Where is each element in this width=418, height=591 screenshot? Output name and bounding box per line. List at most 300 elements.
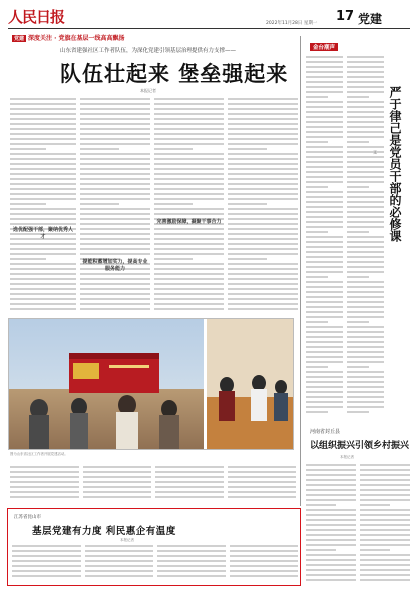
- text-line: [228, 278, 298, 280]
- text-line: [306, 286, 343, 288]
- text-line: [360, 504, 390, 506]
- feature-body: [12, 545, 298, 583]
- text-line: [347, 211, 384, 213]
- text-line: [347, 91, 384, 93]
- text-line: [10, 193, 76, 195]
- text-line: [10, 168, 76, 170]
- text-line: [12, 560, 81, 562]
- text-line: [306, 386, 343, 388]
- text-line: [157, 570, 226, 572]
- section-tag-box: 党建: [14, 36, 25, 42]
- text-line: [360, 479, 410, 481]
- text-line: [228, 268, 298, 270]
- text-line: [80, 103, 150, 105]
- text-line: [83, 496, 152, 498]
- body-column-3: [154, 98, 224, 313]
- text-line: [306, 509, 356, 511]
- text-line: [347, 141, 369, 143]
- text-line: [347, 56, 384, 58]
- text-line: [154, 128, 224, 130]
- feature-kicker: 江苏省昆山市: [14, 515, 41, 520]
- text-line: [154, 268, 224, 270]
- main-photo: [8, 318, 294, 450]
- text-line: [347, 341, 384, 343]
- text-line: [230, 545, 299, 547]
- text-line: [154, 303, 224, 305]
- text-line: [306, 156, 343, 158]
- text-line: [347, 356, 384, 358]
- text-line: [154, 248, 224, 250]
- text-line: [306, 346, 343, 348]
- text-line: [85, 555, 154, 557]
- text-line: [228, 486, 297, 488]
- text-line: [10, 173, 76, 175]
- text-line: [306, 474, 356, 476]
- text-line: [360, 474, 410, 476]
- text-line: [154, 213, 224, 215]
- text-line: [347, 176, 384, 178]
- text-line: [228, 133, 298, 135]
- text-line: [306, 246, 343, 248]
- text-line: [85, 550, 154, 552]
- text-line: [80, 158, 150, 160]
- text-line: [10, 138, 76, 140]
- text-line: [154, 243, 224, 245]
- text-line: [10, 298, 76, 300]
- page-section: 党建: [358, 12, 383, 26]
- text-line: [10, 213, 76, 215]
- text-line: [306, 191, 343, 193]
- text-line: [80, 113, 150, 115]
- text-line: [80, 148, 119, 150]
- text-line: [347, 241, 384, 243]
- text-line: [10, 491, 79, 493]
- text-line: [347, 86, 384, 88]
- text-line: [360, 574, 410, 576]
- text-line: [10, 283, 76, 285]
- text-line: [306, 151, 343, 153]
- text-line: [154, 273, 224, 275]
- text-line: [228, 143, 298, 145]
- text-line: [306, 251, 343, 253]
- text-line: [10, 293, 76, 295]
- text-line: [80, 223, 150, 225]
- text-line: [10, 258, 46, 260]
- text-line: [10, 243, 76, 245]
- text-line: [10, 486, 79, 488]
- text-line: [347, 201, 384, 203]
- text-line: [228, 178, 298, 180]
- text-line: [85, 570, 154, 572]
- text-line: [347, 256, 384, 258]
- text-line: [306, 116, 343, 118]
- text-line: [154, 238, 224, 240]
- text-line: [10, 178, 76, 180]
- text-line: [306, 361, 343, 363]
- text-line: [154, 283, 224, 285]
- opinion-title: 严于律己是党员干部的必修课: [388, 86, 402, 242]
- text-line: [360, 489, 410, 491]
- text-line: [10, 198, 76, 200]
- text-line: [347, 346, 384, 348]
- text-line: [228, 153, 298, 155]
- text-line: [360, 549, 390, 551]
- text-line: [347, 276, 369, 278]
- text-line: [80, 233, 150, 235]
- text-line: [154, 143, 224, 145]
- text-line: [306, 211, 343, 213]
- text-line: [10, 273, 76, 275]
- body-column-2: [80, 98, 150, 313]
- main-byline: 本报记者: [140, 88, 156, 93]
- text-line: [306, 206, 343, 208]
- text-line: [228, 128, 298, 130]
- text-line: [80, 208, 150, 210]
- text-line: [228, 208, 298, 210]
- text-line: [80, 203, 119, 205]
- text-line: [347, 161, 384, 163]
- text-line: [306, 376, 343, 378]
- text-line: [80, 183, 150, 185]
- text-line: [230, 555, 299, 557]
- text-line: [306, 464, 356, 466]
- opinion-author: 文: [373, 150, 378, 154]
- text-line: [347, 411, 369, 413]
- page-number: 17: [336, 9, 355, 24]
- text-line: [10, 208, 76, 210]
- text-line: [154, 263, 224, 265]
- text-line: [228, 213, 298, 215]
- text-line: [10, 148, 46, 150]
- text-line: [347, 351, 384, 353]
- text-line: [306, 61, 343, 63]
- text-line: [306, 494, 356, 496]
- text-line: [360, 514, 410, 516]
- text-line: [80, 283, 150, 285]
- text-line: [347, 121, 384, 123]
- text-line: [347, 321, 369, 323]
- text-line: [306, 336, 343, 338]
- text-line: [230, 570, 299, 572]
- text-line: [228, 496, 297, 498]
- newspaper-logo: 人民日报: [8, 8, 65, 26]
- column-divider: [300, 36, 301, 506]
- text-line: [347, 136, 384, 138]
- text-line: [85, 575, 154, 577]
- text-line: [85, 545, 154, 547]
- text-line: [10, 128, 76, 130]
- text-line: [306, 131, 343, 133]
- text-line: [10, 133, 76, 135]
- text-line: [80, 168, 150, 170]
- text-line: [347, 386, 384, 388]
- text-line: [10, 471, 79, 473]
- text-line: [306, 146, 343, 148]
- text-line: [360, 464, 410, 466]
- text-line: [306, 529, 356, 531]
- text-line: [347, 406, 384, 408]
- text-line: [154, 118, 224, 120]
- text-line: [347, 231, 369, 233]
- text-line: [80, 108, 150, 110]
- subhead-2: 提能积蓄增加实力，提高专业服务能力: [82, 259, 148, 272]
- feature-byline: 本报记者: [120, 538, 134, 542]
- text-line: [360, 539, 410, 541]
- text-line: [154, 133, 224, 135]
- text-line: [228, 198, 298, 200]
- text-line: [306, 559, 356, 561]
- text-line: [347, 391, 384, 393]
- text-line: [306, 121, 343, 123]
- subhead-3: 完善激励保障，凝聚干事合力: [156, 219, 222, 225]
- text-line: [347, 196, 384, 198]
- text-line: [154, 183, 224, 185]
- text-line: [306, 371, 343, 373]
- text-line: [306, 91, 343, 93]
- text-line: [306, 519, 356, 521]
- text-line: [10, 183, 76, 185]
- text-line: [360, 499, 410, 501]
- text-line: [154, 158, 224, 160]
- text-line: [80, 308, 150, 310]
- text-line: [347, 306, 384, 308]
- text-line: [10, 218, 76, 220]
- text-line: [228, 158, 298, 160]
- text-line: [306, 176, 343, 178]
- text-line: [228, 103, 298, 105]
- text-line: [80, 213, 150, 215]
- text-line: [228, 283, 298, 285]
- text-line: [306, 266, 343, 268]
- text-line: [154, 253, 224, 255]
- text-line: [228, 476, 297, 478]
- text-line: [80, 118, 150, 120]
- main-headline: 队伍壮起来 堡垒强起来: [60, 62, 289, 86]
- text-line: [347, 216, 384, 218]
- text-line: [306, 236, 343, 238]
- text-line: [347, 261, 384, 263]
- text-line: [83, 481, 152, 483]
- text-line: [347, 116, 384, 118]
- text-line: [80, 98, 150, 100]
- text-line: [360, 564, 410, 566]
- text-line: [360, 554, 410, 556]
- text-line: [306, 291, 343, 293]
- text-line: [306, 351, 343, 353]
- text-line: [306, 136, 343, 138]
- text-line: [347, 376, 384, 378]
- text-line: [347, 251, 384, 253]
- text-line: [228, 138, 298, 140]
- photo-caption: 图为山东省社区工作者开展党建活动。: [10, 452, 68, 456]
- text-line: [347, 126, 384, 128]
- text-line: [10, 163, 76, 165]
- text-line: [306, 261, 343, 263]
- text-line: [347, 191, 384, 193]
- text-line: [83, 466, 152, 468]
- text-line: [228, 113, 298, 115]
- text-line: [306, 101, 343, 103]
- text-line: [228, 238, 298, 240]
- text-line: [360, 509, 410, 511]
- text-line: [10, 153, 76, 155]
- text-line: [306, 301, 343, 303]
- dateline: 2022年11月28日 星期一: [266, 21, 318, 26]
- body-column-4: [228, 98, 298, 313]
- text-line: [154, 228, 224, 230]
- text-line: [83, 476, 152, 478]
- text-line: [360, 519, 410, 521]
- text-line: [154, 293, 224, 295]
- text-line: [83, 471, 152, 473]
- text-line: [228, 298, 298, 300]
- text-line: [80, 218, 150, 220]
- text-line: [306, 281, 343, 283]
- text-line: [10, 263, 76, 265]
- text-line: [306, 96, 328, 98]
- text-line: [360, 494, 410, 496]
- text-line: [12, 550, 81, 552]
- text-line: [347, 281, 384, 283]
- text-line: [306, 306, 343, 308]
- text-line: [80, 273, 150, 275]
- text-line: [80, 128, 150, 130]
- text-line: [10, 466, 79, 468]
- text-line: [154, 148, 193, 150]
- text-line: [80, 178, 150, 180]
- text-line: [157, 545, 226, 547]
- text-line: [10, 158, 76, 160]
- text-line: [347, 61, 384, 63]
- text-line: [80, 188, 150, 190]
- text-line: [306, 534, 356, 536]
- text-line: [306, 221, 343, 223]
- text-line: [154, 138, 224, 140]
- side-byline: 本报记者: [340, 455, 354, 459]
- text-line: [80, 298, 150, 300]
- text-line: [154, 233, 224, 235]
- text-line: [228, 123, 298, 125]
- text-line: [230, 560, 299, 562]
- text-line: [80, 278, 150, 280]
- text-line: [10, 143, 76, 145]
- text-line: [10, 248, 76, 250]
- text-line: [80, 123, 150, 125]
- text-line: [306, 321, 328, 323]
- text-line: [228, 168, 298, 170]
- text-line: [228, 148, 267, 150]
- text-line: [347, 286, 384, 288]
- text-line: [154, 288, 224, 290]
- text-line: [83, 486, 152, 488]
- text-line: [228, 253, 298, 255]
- text-line: [228, 471, 297, 473]
- text-line: [80, 248, 150, 250]
- text-line: [154, 178, 224, 180]
- text-line: [360, 534, 410, 536]
- text-line: [360, 579, 410, 581]
- text-line: [347, 366, 369, 368]
- text-line: [306, 201, 343, 203]
- text-line: [347, 81, 384, 83]
- text-line: [10, 123, 76, 125]
- text-line: [228, 273, 298, 275]
- subhead-1: 选优配强干部，聚纳优秀人才: [12, 227, 73, 240]
- text-line: [347, 311, 384, 313]
- text-line: [228, 108, 298, 110]
- text-line: [230, 550, 299, 552]
- text-line: [347, 66, 384, 68]
- text-line: [228, 248, 298, 250]
- text-line: [306, 271, 343, 273]
- text-line: [360, 559, 410, 561]
- text-line: [306, 256, 343, 258]
- text-line: [228, 491, 297, 493]
- text-line: [10, 476, 79, 478]
- text-line: [306, 356, 343, 358]
- text-line: [306, 504, 336, 506]
- text-line: [80, 238, 150, 240]
- text-line: [347, 171, 384, 173]
- text-line: [85, 565, 154, 567]
- text-line: [306, 81, 343, 83]
- text-line: [80, 243, 150, 245]
- text-line: [10, 288, 76, 290]
- text-line: [306, 76, 343, 78]
- text-line: [306, 391, 343, 393]
- text-line: [228, 183, 298, 185]
- text-line: [157, 575, 226, 577]
- text-line: [228, 98, 298, 100]
- text-line: [347, 236, 384, 238]
- text-line: [154, 103, 224, 105]
- text-line: [306, 549, 336, 551]
- text-line: [10, 113, 76, 115]
- text-line: [347, 76, 384, 78]
- text-line: [10, 278, 76, 280]
- text-line: [228, 228, 298, 230]
- masthead-rule: [8, 28, 410, 29]
- text-line: [306, 579, 356, 581]
- text-line: [10, 253, 76, 255]
- text-line: [80, 198, 150, 200]
- text-line: [347, 206, 384, 208]
- photo-illustration: [9, 319, 294, 450]
- text-line: [154, 278, 224, 280]
- text-line: [306, 171, 343, 173]
- text-line: [306, 216, 343, 218]
- text-line: [306, 406, 343, 408]
- text-line: [228, 303, 298, 305]
- text-line: [347, 146, 384, 148]
- text-line: [155, 486, 224, 488]
- text-line: [230, 575, 299, 577]
- text-line: [306, 56, 343, 58]
- text-line: [10, 303, 76, 305]
- text-line: [154, 258, 193, 260]
- text-line: [80, 138, 150, 140]
- text-line: [154, 98, 224, 100]
- text-line: [155, 466, 224, 468]
- text-line: [230, 565, 299, 567]
- text-line: [10, 103, 76, 105]
- text-line: [228, 263, 298, 265]
- text-line: [347, 111, 384, 113]
- opinion-body: [306, 56, 384, 416]
- section-tag: [12, 33, 124, 42]
- text-line: [306, 66, 343, 68]
- text-line: [80, 293, 150, 295]
